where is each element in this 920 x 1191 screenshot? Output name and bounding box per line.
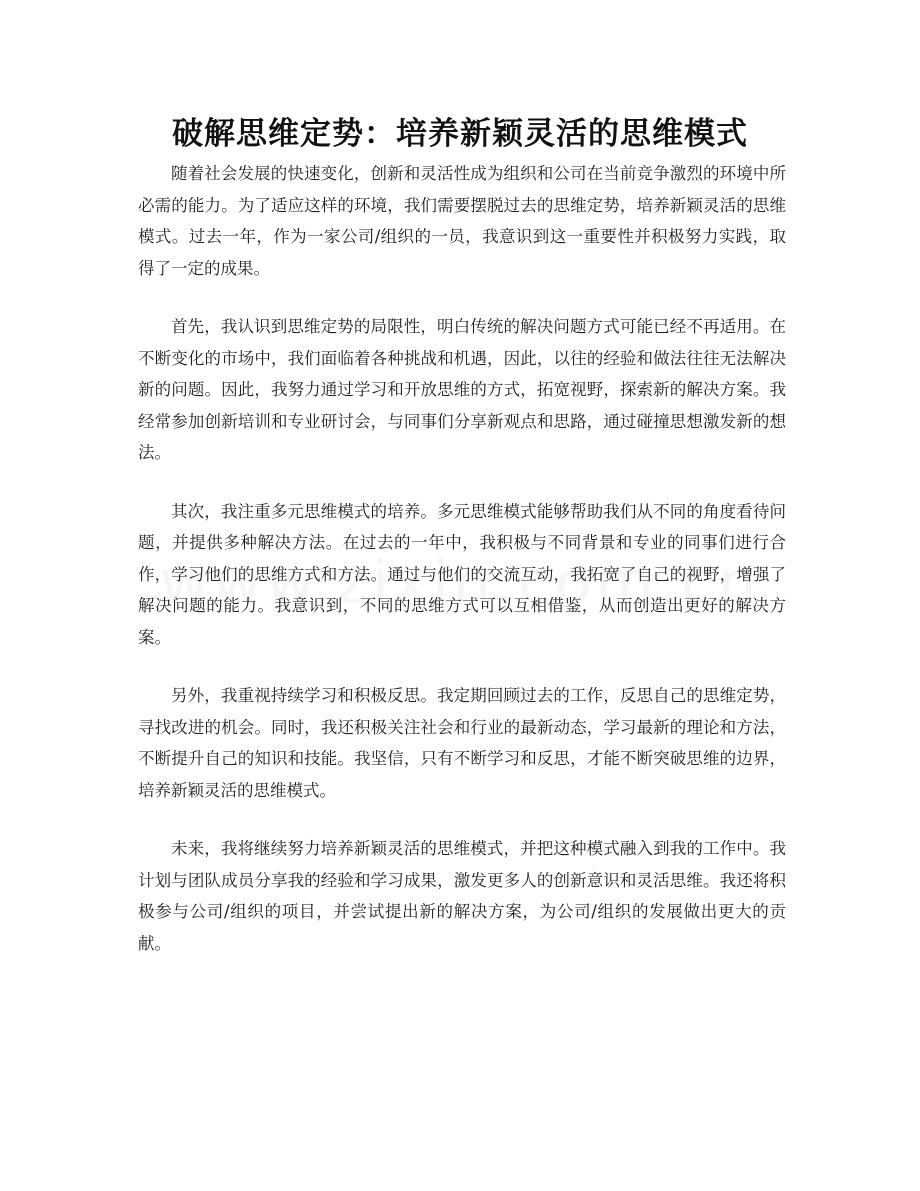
document-body [138,158,786,986]
document-title: 破解思维定势：培养新颖灵活的思维模式 [172,116,748,152]
paragraph-3: 其次，我注重多元思维模式的培养。多元思维模式能够帮助我们从不同的角度看待问题，并提供多种解决方法。在过去的一年中，我积极与不同背景和专业的同事们进行合作，学习他们的思维方式和方法。通过与他们的交流互动，我拓宽了自己的视野，增强了解决问题的能力。我意识到，不同的思维方式可以互相借鉴，从而创造出更好的解决方案。 [138,501,786,647]
paragraph-1: 随着社会发展的快速变化，创新和灵活性成为组织和公司在当前竞争激烈的环境中所必需的能力。为了适应这样的环境，我们需要摆脱过去的思维定势，培养新颖灵活的思维模式。过去一年，作为一家公司/组织的一员，我意识到这一重要性并积极努力实践，取得了一定的成果。 [138,164,786,278]
paragraph-4: 另外，我重视持续学习和积极反思。我定期回顾过去的工作，反思自己的思维定势，寻找改进的机会。同时，我还积极关注社会和行业的最新动态，学习最新的理论和方法，不断提升自己的知识和技能。我坚信，只有不断学习和反思，才能不断突破思维的边界，培养新颖灵活的思维模式。 [138,686,786,800]
paragraph-2: 首先，我认识到思维定势的局限性，明白传统的解决问题方式可能已经不再适用。在不断变化的市场中，我们面临着各种挑战和机遇，因此，以往的经验和做法往往无法解决新的问题。因此，我努力通过学习和开放思维的方式，拓宽视野，探索新的解决方案。我经常参加创新培训和专业研讨会，与同事们分享新观点和思路，通过碰撞思想激发新的想法。 [138,317,786,462]
paragraph-5: 未来，我将继续努力培养新颖灵活的思维模式，并把这种模式融入到我的工作中。我计划与团队成员分享我的经验和学习成果，激发更多人的创新意识和灵活思维。我还将积极参与公司/组织的项目，并尝试提出新的解决方案，为公司/组织的发展做出更大的贡献。 [138,839,786,953]
